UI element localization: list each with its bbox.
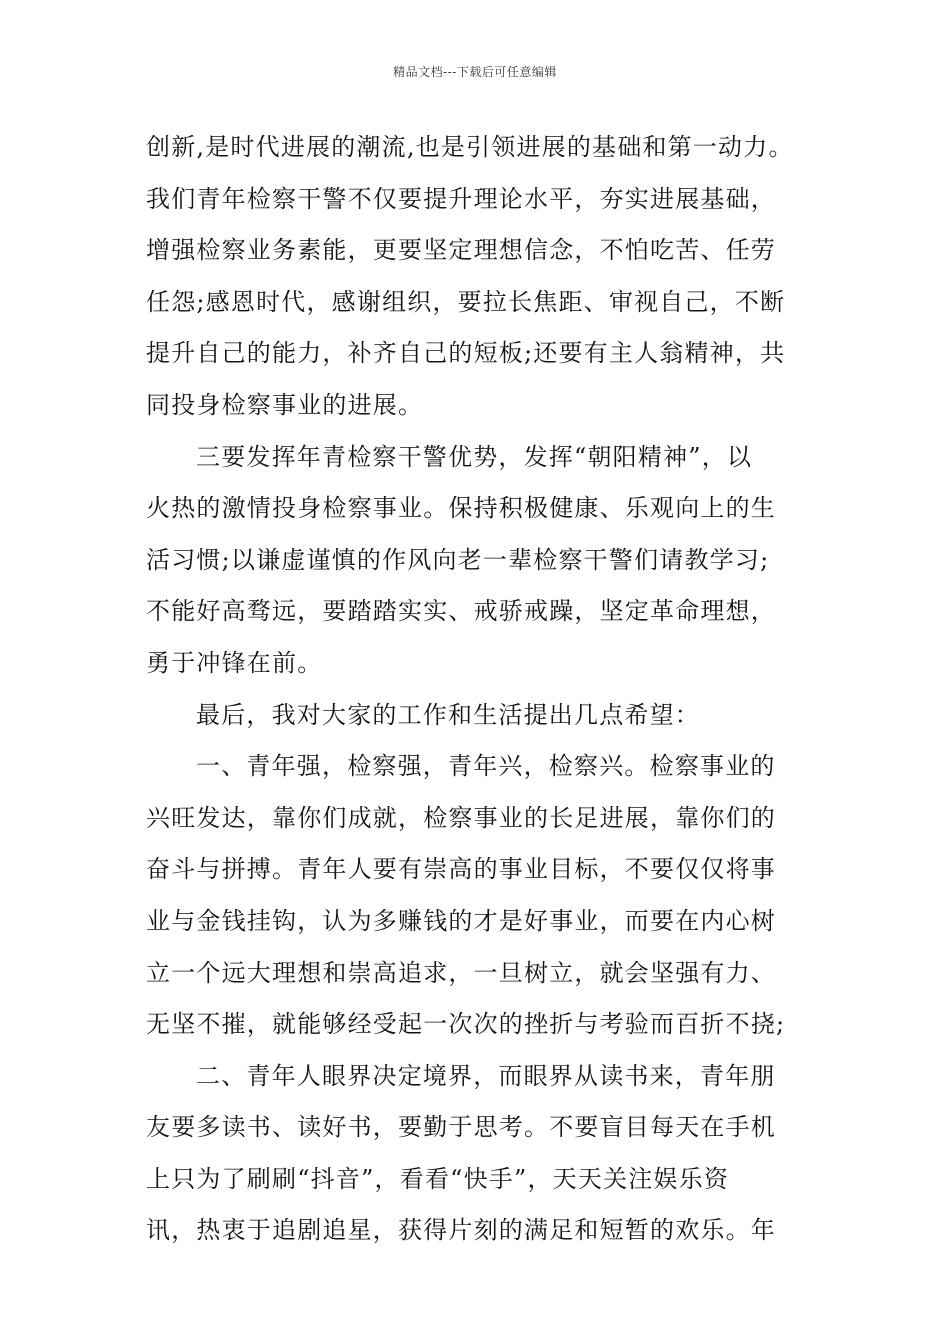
document-body	[146, 128, 826, 1263]
text-line: 立一个远大理想和崇高追求，一旦树立，就会坚强有力、	[146, 958, 776, 987]
text-line: 增强检察业务素能，更要坚定理想信念，不怕吃苦、任劳	[146, 236, 776, 265]
text-line: 友要多读书、读好书，要勤于思考。不要盲目每天在手机	[146, 1113, 776, 1142]
text-line: 任怨;感恩时代，感谢组织，要拉长焦距、审视自己，不断	[146, 287, 786, 316]
text-line: 勇于冲锋在前。	[146, 648, 323, 677]
paragraph-start-line: 二、青年人眼界决定境界，而眼界从读书来，青年朋	[196, 1061, 776, 1090]
text-line: 创新,是时代进展的潮流,也是引领进展的基础和第一动力。	[146, 133, 794, 161]
paragraph-start-line: 一、青年强，检察强，青年兴，检察兴。检察事业的	[196, 752, 776, 781]
text-line: 同投身检察事业的进展。	[146, 390, 424, 419]
text-line: 我们青年检察干警不仅要提升理论水平，夯实进展基础，	[146, 184, 776, 213]
text-line: 不能好高骛远，要踏踏实实、戒骄戒躁，坚定革命理想，	[146, 597, 776, 626]
page-header: 精品文档---下载后可任意编辑	[393, 65, 557, 79]
text-line: 上只为了刷刷“抖音”，看看“快手”，天天关注娱乐资	[146, 1164, 730, 1193]
text-line: 火热的激情投身检察事业。保持积极健康、乐观向上的生	[146, 494, 776, 523]
text-line: 奋斗与拼搏。青年人要有崇高的事业目标，不要仅仅将事	[146, 855, 776, 884]
text-line: 业与金钱挂钩，认为多赚钱的才是好事业，而要在内心树	[146, 906, 776, 935]
text-line: 兴旺发达，靠你们成就，检察事业的长足进展，靠你们的	[146, 803, 776, 832]
text-line: 活习惯;以谦虚谨慎的作风向老一辈检察干警们请教学习;	[146, 545, 770, 574]
text-line: 提升自己的能力，补齐自己的短板;还要有主人翁精神，共	[146, 339, 786, 368]
text-line: 无坚不摧，就能够经受起一次次的挫折与考验而百折不挠;	[146, 1010, 786, 1039]
paragraph-start-line: 最后，我对大家的工作和生活提出几点希望：	[196, 700, 700, 729]
paragraph-start-line: 三要发挥年青检察干警优势，发挥“朝阳精神”，以	[196, 442, 753, 471]
text-line: 讯，热衷于追剧追星，获得片刻的满足和短暂的欢乐。年	[146, 1216, 776, 1245]
